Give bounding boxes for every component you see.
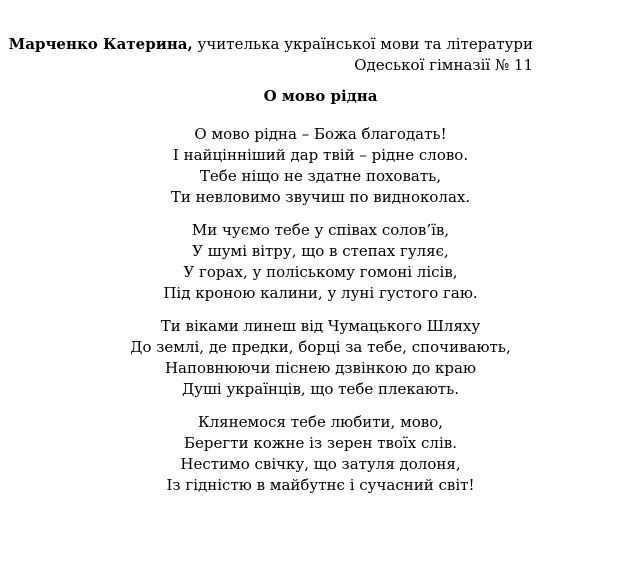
poem-line: Ти невловимо звучиш по видноколах. bbox=[170, 188, 471, 206]
poem-line: О мово рідна – Божа благодать! bbox=[194, 125, 447, 143]
poem-line: Із гідністю в майбутнє і сучасний світ! bbox=[166, 476, 475, 494]
poem-title: О мово рідна bbox=[263, 87, 378, 105]
author-role: учителька української мови та літератури bbox=[197, 35, 533, 53]
byline bbox=[0, 34, 631, 76]
poem-line: Тебе ніщо не здатне поховать, bbox=[199, 167, 442, 185]
poem-line: До землі, де предки, борці за тебе, спочивають, bbox=[130, 338, 511, 356]
poem-line: Ти віками линеш від Чумацького Шляху bbox=[160, 317, 481, 335]
poem-line: Душі українців, що тебе плекають. bbox=[181, 380, 460, 398]
poem-line: І найцінніший дар твій – рідне слово. bbox=[172, 146, 469, 164]
poem bbox=[0, 86, 631, 496]
stanza-3 bbox=[10, 316, 631, 400]
stanza-2 bbox=[10, 220, 631, 304]
poem-line: Берегти кожне із зерен твоїх слів. bbox=[184, 434, 457, 452]
poem-line: Ми чуємо тебе у співах солов’їв, bbox=[191, 221, 450, 239]
byline-line-1 bbox=[0, 34, 533, 55]
poem-line: У шумі вітру, що в степах гуляє, bbox=[192, 242, 449, 260]
stanza-1 bbox=[10, 124, 631, 208]
poem-line: Клянемося тебе любити, мово, bbox=[197, 413, 444, 431]
stanza-4 bbox=[10, 412, 631, 496]
poem-line: Наповнюючи піснею дзвінкою до краю bbox=[164, 359, 477, 377]
author-name: Марченко Катерина, bbox=[8, 35, 193, 53]
poem-line: Нестимо свічку, що затуля долоня, bbox=[180, 455, 461, 473]
poem-line: Під кроною калини, у луні густого гаю. bbox=[163, 284, 478, 302]
author-institution: Одеської гімназії № 11 bbox=[354, 56, 533, 74]
byline-line-2 bbox=[0, 55, 533, 76]
poem-line: У горах, у поліському гомоні лісів, bbox=[183, 263, 458, 281]
